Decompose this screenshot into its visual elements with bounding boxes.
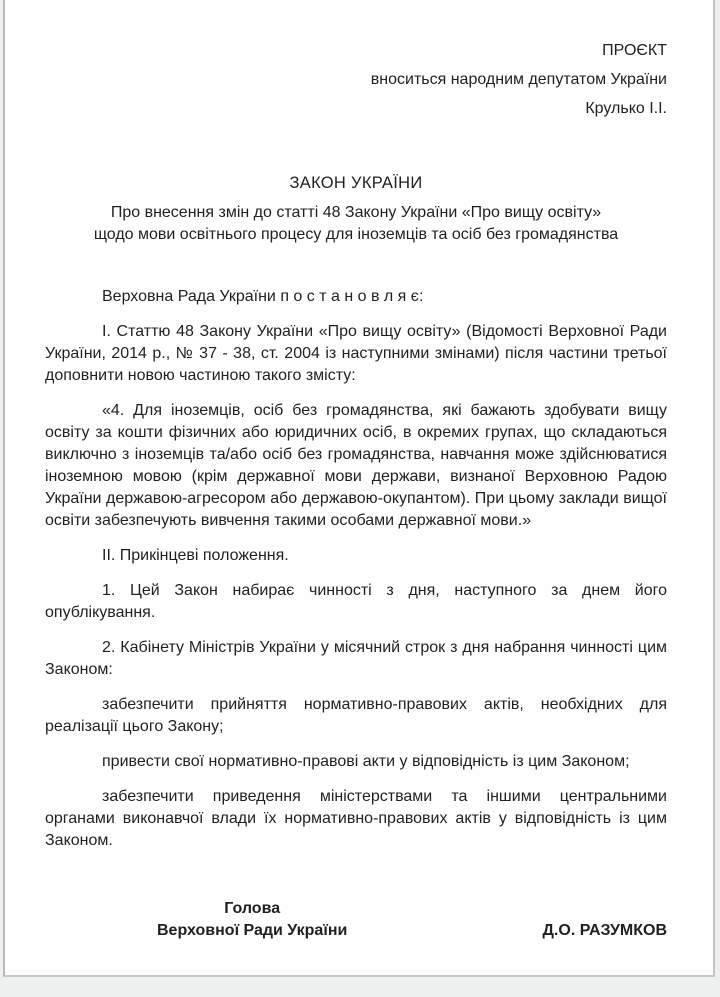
law-subtitle-line-1: Про внесення змін до статті 48 Закону України «Про вищу освіту» bbox=[110, 204, 602, 221]
law-subtitle-line-2: щодо мови освітнього процесу для іноземців та осіб без громадянства bbox=[93, 226, 619, 243]
signatory-position bbox=[157, 898, 347, 942]
deputy-name: Крулько І.І. bbox=[585, 100, 667, 117]
law-title: ЗАКОН УКРАЇНИ bbox=[289, 174, 423, 192]
cabinet-task-3: забезпечити приведення міністерствами та іншими центральними органами виконавчої влади їх нормативно-правових актів у відповідність із цим Законом. bbox=[45, 788, 667, 849]
draft-label: ПРОЄКТ bbox=[602, 42, 667, 59]
final-provisions-item-2: 2. Кабінету Міністрів України у місячний строк з дня набрання чинності цим Законом: bbox=[45, 639, 667, 678]
signatory-position-line-1: Голова bbox=[224, 900, 281, 917]
cabinet-task-2: привести свої нормативно-правові акти у відповідність із цим Законом; bbox=[102, 753, 630, 770]
submitted-by-line: вноситься народним депутатом України bbox=[370, 71, 667, 88]
signatory-name: Д.О. РАЗУМКОВ bbox=[542, 922, 667, 939]
document-page bbox=[3, 0, 715, 977]
new-part-4-paragraph: «4. Для іноземців, осіб без громадянства, які бажають здобувати вищу освіту за кошти фізичних або юридичних осіб, в окремих групах, що складаються виключно з іноземців та/або осіб без громадянства, навчання може здійснюватися іноземною мовою (крім державної мови держави, визнаної Верховною Радою України державою-агресором або державою-окупантом). При цьому заклади вищої освіти забезпечують вивчення такими особами державної мови.» bbox=[45, 402, 667, 529]
preamble-line: Верховна Рада України п о с т а н о в л я є: bbox=[102, 288, 424, 305]
signature-block bbox=[45, 898, 667, 942]
final-provisions-heading: ІІ. Прикінцеві положення. bbox=[102, 547, 289, 564]
cabinet-task-1: забезпечити прийняття нормативно-правових актів, необхідних для реалізації цього Закону; bbox=[45, 696, 667, 735]
document-header-block bbox=[45, 36, 667, 123]
article-i-paragraph: І. Статтю 48 Закону України «Про вищу освіту» (Відомості Верховної Ради України, 2014 р., № 37 - 38, ст. 2004 із наступними змінами) після частини третьої доповнити новою частиною такого змісту: bbox=[45, 323, 667, 384]
law-subtitle bbox=[45, 202, 667, 246]
final-provisions-item-1: 1. Цей Закон набирає чинності з дня, наступного за днем його опублікування. bbox=[45, 582, 667, 621]
signatory-position-line-2: Верховної Ради України bbox=[157, 922, 348, 939]
